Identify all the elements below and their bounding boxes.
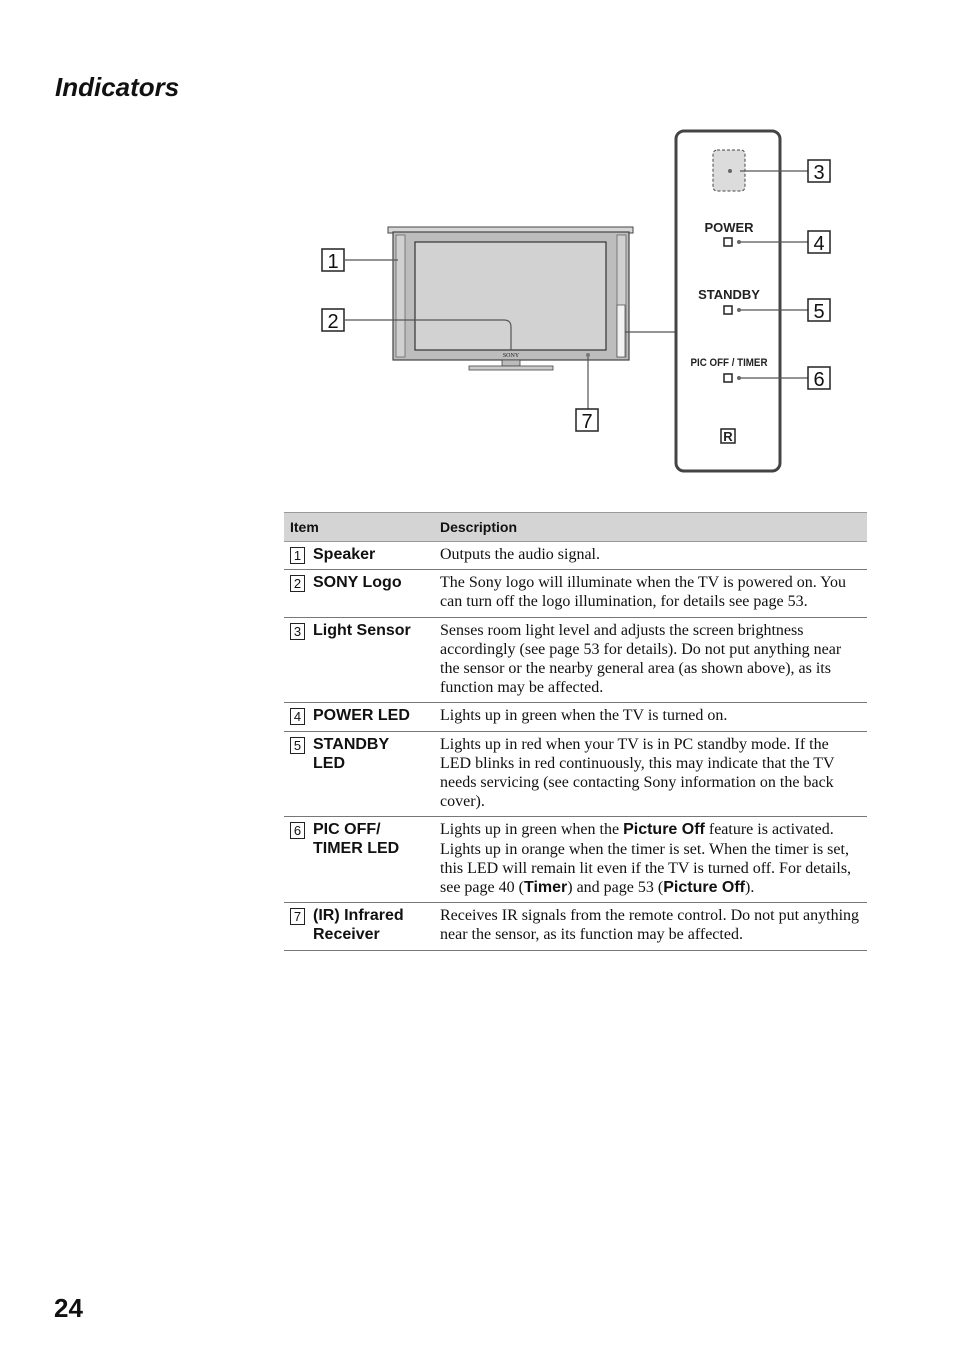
power-led: [724, 238, 732, 246]
svg-text:3: 3: [813, 162, 825, 184]
table-row: [284, 542, 867, 570]
callout-1: [322, 249, 344, 273]
pic-off-timer-label: PIC OFF / TIMER: [690, 357, 768, 369]
callout-6: [808, 367, 830, 391]
item-name: Speaker: [313, 546, 376, 563]
power-label: POWER: [704, 220, 754, 235]
callout-2: [322, 309, 344, 333]
table-row: [284, 817, 867, 903]
item-name: SONY Logo: [313, 574, 402, 592]
header-item: Item: [284, 513, 434, 542]
svg-text:1: 1: [327, 251, 339, 273]
item-name: STANDBY LED: [313, 735, 390, 772]
table-row: [284, 570, 867, 617]
tv-neck: [502, 360, 520, 366]
callout-4: [808, 231, 830, 255]
callout-5: [808, 299, 830, 323]
svg-text:6: 6: [813, 369, 825, 391]
indicators-table: [284, 512, 867, 951]
tv-indicators-diagram: [0, 0, 954, 480]
table-row: [284, 903, 867, 950]
item-name: PIC OFF/ TIMER LED: [313, 821, 400, 858]
item-description: Outputs the audio signal.: [434, 542, 867, 570]
table-header-row: [284, 513, 867, 542]
ir-receiver-dot: [586, 353, 590, 357]
tv-logo: SONY: [502, 353, 520, 359]
item-number: 7: [290, 908, 305, 925]
item-description: The Sony logo will illuminate when the TV is powered on. You can turn off the logo illumination, for details see page 53.: [434, 570, 867, 617]
item-number: 1: [290, 547, 305, 564]
item-name: (IR) Infrared Receiver: [313, 907, 404, 944]
svg-text:7: 7: [581, 411, 593, 433]
table-row: [284, 617, 867, 703]
table-row: [284, 703, 867, 731]
svg-text:5: 5: [813, 301, 825, 323]
indicator-strip: [617, 305, 625, 357]
item-number: 5: [290, 737, 305, 754]
item-name: POWER LED: [313, 707, 410, 725]
page-number: 24: [54, 1293, 83, 1323]
standby-led: [724, 306, 732, 314]
tv-stand: [469, 366, 553, 370]
indicator-panel: [676, 131, 780, 471]
item-description: Receives IR signals from the remote control. Do not put anything near the sensor, as its function may be affected.: [434, 903, 867, 950]
item-description: Senses room light level and adjusts the screen brightness accordingly (see page 53 for details). Do not put anything near the sensor or the nearby general area (as shown above), as its function may be affected.: [434, 617, 867, 703]
table-row: [284, 731, 867, 817]
item-description: Lights up in green when the TV is turned on.: [434, 703, 867, 731]
item-description: Lights up in red when your TV is in PC standby mode. If the LED blinks in red continuously, this may indicate that the TV needs servicing (see contacting Sony information on the back cover).: [434, 731, 867, 817]
callout-7: [576, 409, 598, 433]
header-description: Description: [434, 513, 867, 542]
item-number: 4: [290, 708, 305, 725]
callout-3: [808, 160, 830, 184]
page-title: Indicators: [55, 72, 180, 102]
item-number: 2: [290, 575, 305, 592]
left-speaker: [396, 235, 405, 357]
item-number: 6: [290, 822, 305, 839]
svg-text:2: 2: [327, 311, 339, 333]
item-name: Light Sensor: [313, 621, 411, 639]
svg-text:R: R: [723, 429, 733, 444]
item-number: 3: [290, 623, 305, 640]
item-description: Lights up in green when the Picture Off feature is activated. Lights up in orange when the timer is set. When the timer is set, this LED will remain lit even if the TV is turned off. For details, see page 40 (Timer) and page 53 (Picture Off).: [434, 817, 867, 903]
svg-text:4: 4: [813, 233, 825, 255]
standby-label: STANDBY: [698, 287, 760, 302]
pic-off-timer-led: [724, 374, 732, 382]
